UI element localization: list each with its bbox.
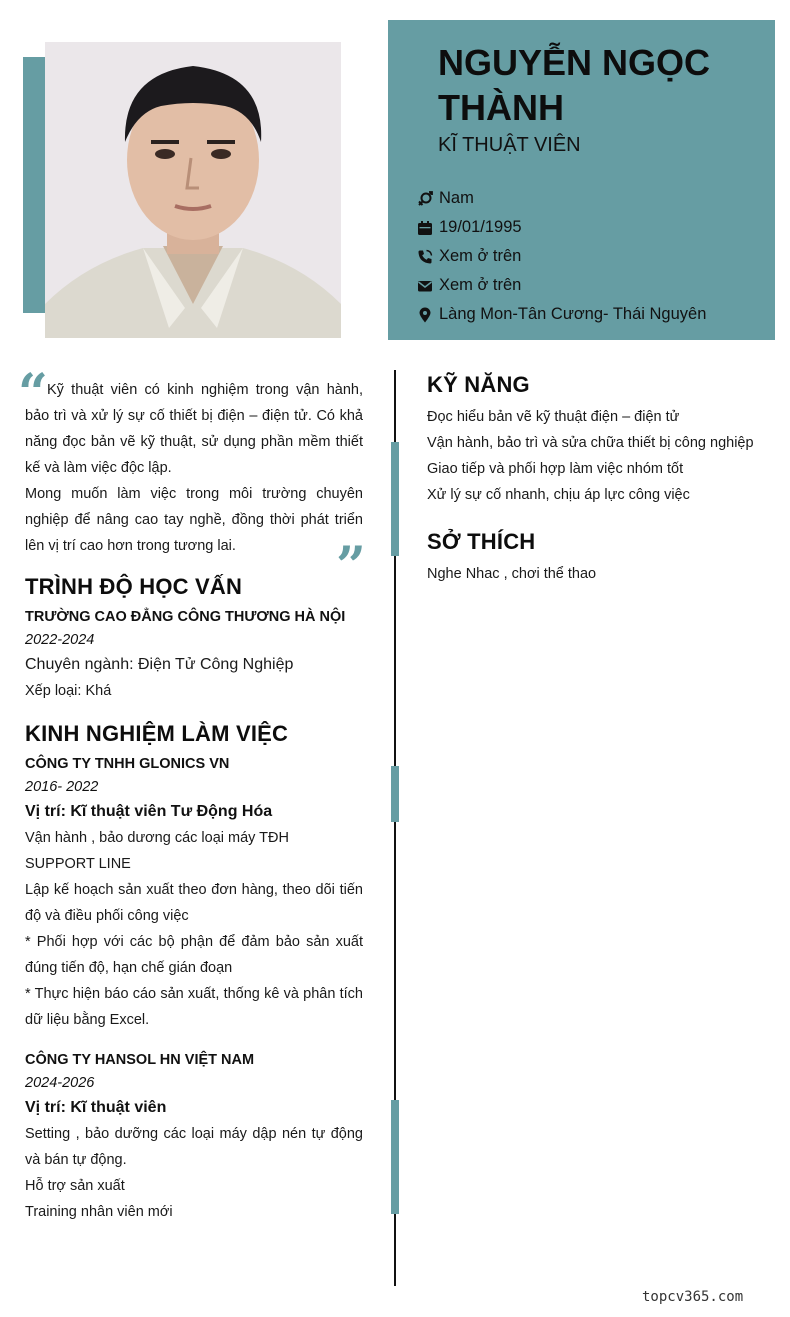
job-entry bbox=[25, 753, 363, 1033]
skills-section bbox=[427, 372, 772, 508]
job-company: CÔNG TY TNHH GLONICS VN bbox=[25, 756, 230, 772]
job-years: 2016- 2022 bbox=[25, 779, 99, 795]
experience-title: KINH NGHIỆM LÀM VIỆC bbox=[25, 721, 289, 746]
profile-photo bbox=[45, 42, 341, 338]
info-email-text: Xem ở trên bbox=[439, 276, 522, 294]
objective-paragraph-1: Kỹ thuật viên có kinh nghiệm trong vận hành, bảo trì và xử lý sự cố thiết bị điện – điện tử. Có khả năng đọc bản vẽ kỹ thuật, sử dụng phần mềm thiết kế và làm việc độc lập. bbox=[25, 382, 363, 476]
education-section bbox=[25, 574, 363, 704]
job-position: Vị trí: Kĩ thuật viên Tư Động Hóa bbox=[25, 803, 273, 820]
job-duty: Training nhân viên mới bbox=[25, 1204, 173, 1220]
gender-icon bbox=[417, 190, 439, 208]
job-duty: Vận hành , bảo dương các loại máy TĐH bbox=[25, 830, 289, 846]
hobbies-text: Nghe Nhac , chơi thể thao bbox=[427, 566, 597, 582]
job-company: CÔNG TY HANSOL HN VIỆT NAM bbox=[25, 1052, 255, 1068]
education-grade: Xếp loại: Khá bbox=[25, 683, 112, 699]
hobbies-section bbox=[427, 529, 772, 587]
education-school: TRƯỜNG CAO ĐẲNG CÔNG THƯƠNG HÀ NỘI bbox=[25, 609, 346, 625]
calendar-icon bbox=[417, 219, 439, 237]
skill-item: Giao tiếp và phối hợp làm việc nhóm tốt bbox=[427, 461, 684, 477]
job-years: 2024-2026 bbox=[25, 1075, 95, 1091]
job-duty: * Thực hiện báo cáo sản xuất, thống kê và phân tích dữ liệu bằng Excel. bbox=[25, 986, 363, 1028]
info-phone-text: Xem ở trên bbox=[439, 247, 522, 265]
email-icon bbox=[417, 277, 439, 295]
phone-icon bbox=[417, 248, 439, 266]
skill-item: Đọc hiểu bản vẽ kỹ thuật điện – điện tử bbox=[427, 409, 680, 425]
job-entry bbox=[25, 1049, 363, 1225]
info-birthdate-text: 19/01/1995 bbox=[439, 218, 522, 236]
divider-accent-2 bbox=[391, 766, 399, 822]
location-pin-icon bbox=[417, 306, 439, 324]
experience-section bbox=[25, 721, 363, 1225]
info-email bbox=[417, 271, 706, 300]
education-major: Chuyên ngành: Điện Tử Công Nghiệp bbox=[25, 656, 294, 673]
job-duty: * Phối hợp với các bộ phận để đảm bảo sản xuất đúng tiến độ, hạn chế gián đoạn bbox=[25, 934, 363, 976]
info-gender bbox=[417, 184, 706, 213]
quote-close-icon: ” bbox=[336, 536, 366, 597]
divider-accent-1 bbox=[391, 442, 399, 556]
info-gender-text: Nam bbox=[439, 189, 474, 207]
job-duty: SUPPORT LINE bbox=[25, 856, 131, 872]
skill-item: Xử lý sự cố nhanh, chịu áp lực công việc bbox=[427, 487, 690, 503]
info-address bbox=[417, 300, 706, 329]
quote-open-icon: “ bbox=[18, 363, 48, 424]
hobbies-title: SỞ THÍCH bbox=[427, 529, 536, 554]
info-address-text: Làng Mon-Tân Cương- Thái Nguyên bbox=[439, 305, 707, 323]
job-duty: Hỗ trợ sản xuất bbox=[25, 1178, 125, 1194]
candidate-name: NGUYỄN NGỌC THÀNH bbox=[438, 42, 711, 128]
objective-paragraph-2: Mong muốn làm việc trong môi trường chuyên nghiệp để nâng cao tay nghề, đồng thời phát triển lên vị trí cao hơn trong tương lai. bbox=[25, 486, 363, 554]
info-birthdate bbox=[417, 213, 706, 242]
job-position: Vị trí: Kĩ thuật viên bbox=[25, 1099, 167, 1116]
education-years: 2022-2024 bbox=[25, 632, 95, 648]
portrait-image bbox=[45, 42, 341, 338]
watermark-text: topcv365.com bbox=[642, 1289, 744, 1305]
objective-section bbox=[25, 377, 363, 559]
candidate-role: KĨ THUẬT VIÊN bbox=[438, 134, 581, 156]
skill-item: Vận hành, bảo trì và sửa chữa thiết bị công nghiệp bbox=[427, 435, 754, 451]
job-duty: Setting , bảo dưỡng các loại máy dập nén tự động và bán tự động. bbox=[25, 1126, 363, 1168]
job-duty: Lập kế hoạch sản xuất theo đơn hàng, theo dõi tiến độ và điều phối công việc bbox=[25, 882, 363, 924]
skills-title: KỸ NĂNG bbox=[427, 372, 530, 397]
info-phone bbox=[417, 242, 706, 271]
divider-accent-3 bbox=[391, 1100, 399, 1214]
skills-list bbox=[427, 404, 772, 508]
education-title: TRÌNH ĐỘ HỌC VẤN bbox=[25, 574, 243, 599]
personal-info-list bbox=[417, 184, 706, 329]
